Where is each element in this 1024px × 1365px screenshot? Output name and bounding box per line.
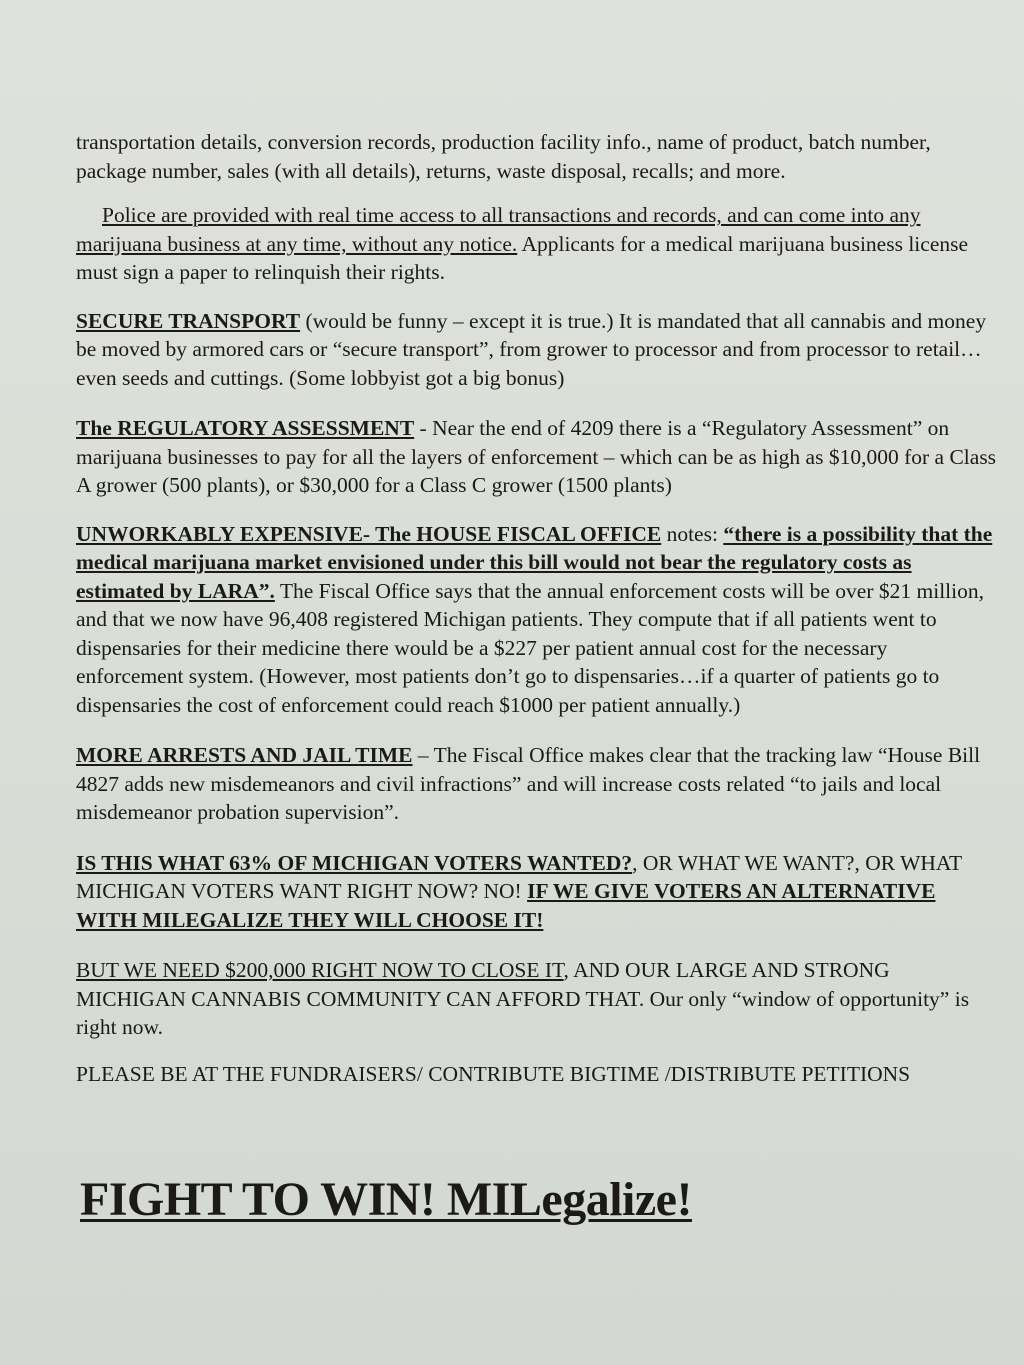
voters-alternative: IF WE GIVE VOTERS AN ALTERNATIVE WITH MILEGALIZE THEY WILL CHOOSE IT!	[76, 879, 936, 932]
police-access-rest: Applicants for a medical marijuana business license must sign a paper to relinquish their rights.	[76, 231, 969, 284]
secure-transport-text: (would be funny – except it is true.) It is mandated that all cannabis and money be moved by armored cars or “secure transport”, from grower to processor and from processor to retail…even seeds and cuttings. (Some lobbyist got a big bonus)	[76, 308, 987, 390]
call-to-action-text: PLEASE BE AT THE FUNDRAISERS/ CONTRIBUTE BIGTIME /DISTRIBUTE PETITIONS	[76, 1061, 911, 1086]
paragraph-police-access	[76, 201, 998, 287]
funding-need-text: , AND OUR LARGE AND STRONG MICHIGAN CANNABIS COMMUNITY CAN AFFORD THAT. Our only “window of opportunity” is right now.	[76, 958, 970, 1039]
police-access-underlined: Police are provided with real time access to all transactions and records, and can come into any marijuana business at any time, without any notice.	[76, 203, 921, 256]
unworkably-expensive-notes: notes:	[661, 521, 724, 546]
regulatory-assessment-heading: The REGULATORY ASSESSMENT	[76, 416, 415, 440]
fiscal-office-quote: “there is a possibility that the medical marijuana market envisioned under this bill would not bear the regulatory costs as estimated by LARA”.	[76, 521, 993, 603]
arrests-heading: MORE ARRESTS AND JAIL TIME	[76, 743, 413, 767]
secure-transport-heading: SECURE TRANSPORT	[76, 308, 301, 333]
tracking-details-text: transportation details, conversion records, production facility info., name of product, batch number, package number, sales (with all details), returns, waste disposal, recalls; and more.	[76, 130, 931, 183]
voters-question: , OR WHAT WE WANT?, OR WHAT MICHIGAN VOTERS WANT RIGHT NOW? NO!	[76, 850, 962, 903]
paragraph-tracking-details	[76, 128, 998, 185]
paragraph-call-to-action	[76, 1060, 998, 1089]
paragraph-regulatory-assessment	[76, 414, 998, 500]
paragraph-secure-transport	[76, 307, 998, 393]
paragraph-voters-wanted	[76, 849, 998, 935]
paragraph-unworkably-expensive	[76, 520, 998, 720]
paragraph-arrests-jail-time	[76, 741, 998, 827]
voters-heading: IS THIS WHAT 63% OF MICHIGAN VOTERS WANTED?	[76, 850, 633, 875]
arrests-text: – The Fiscal Office makes clear that the tracking law “House Bill 4827 adds new misdemeanors and civil infractions” and will increase costs related “to jails and local misdemeanor probation supervision”.	[76, 743, 981, 824]
funding-need-underlined: BUT WE NEED $200,000 RIGHT NOW TO CLOSE IT	[76, 958, 564, 982]
regulatory-assessment-text: - Near the end of 4209 there is a “Regulatory Assessment” on marijuana businesses to pay for all the layers of enforcement – which can be as high as $10,000 for a Class A grower (500 plants), or $30,000 for a Class C grower (1500 plants)	[76, 416, 997, 497]
paragraph-funding-need	[76, 956, 998, 1042]
unworkably-expensive-text: The Fiscal Office says that the annual enforcement costs will be over $21 million, and that we now have 96,408 registered Michigan patients. They compute that if all patients went to dispensaries for their medicine there would be a $227 per patient annual cost for the necessary enforcement system. (However, most patients don’t go to dispensaries…if a quarter of patients go to dispensaries the cost of enforcement could reach $1000 per patient annually.)	[76, 578, 984, 717]
closing-slogan: FIGHT TO WIN! MILegalize!	[80, 1173, 692, 1226]
unworkably-expensive-heading: UNWORKABLY EXPENSIVE- The HOUSE FISCAL OFFICE	[76, 521, 662, 546]
